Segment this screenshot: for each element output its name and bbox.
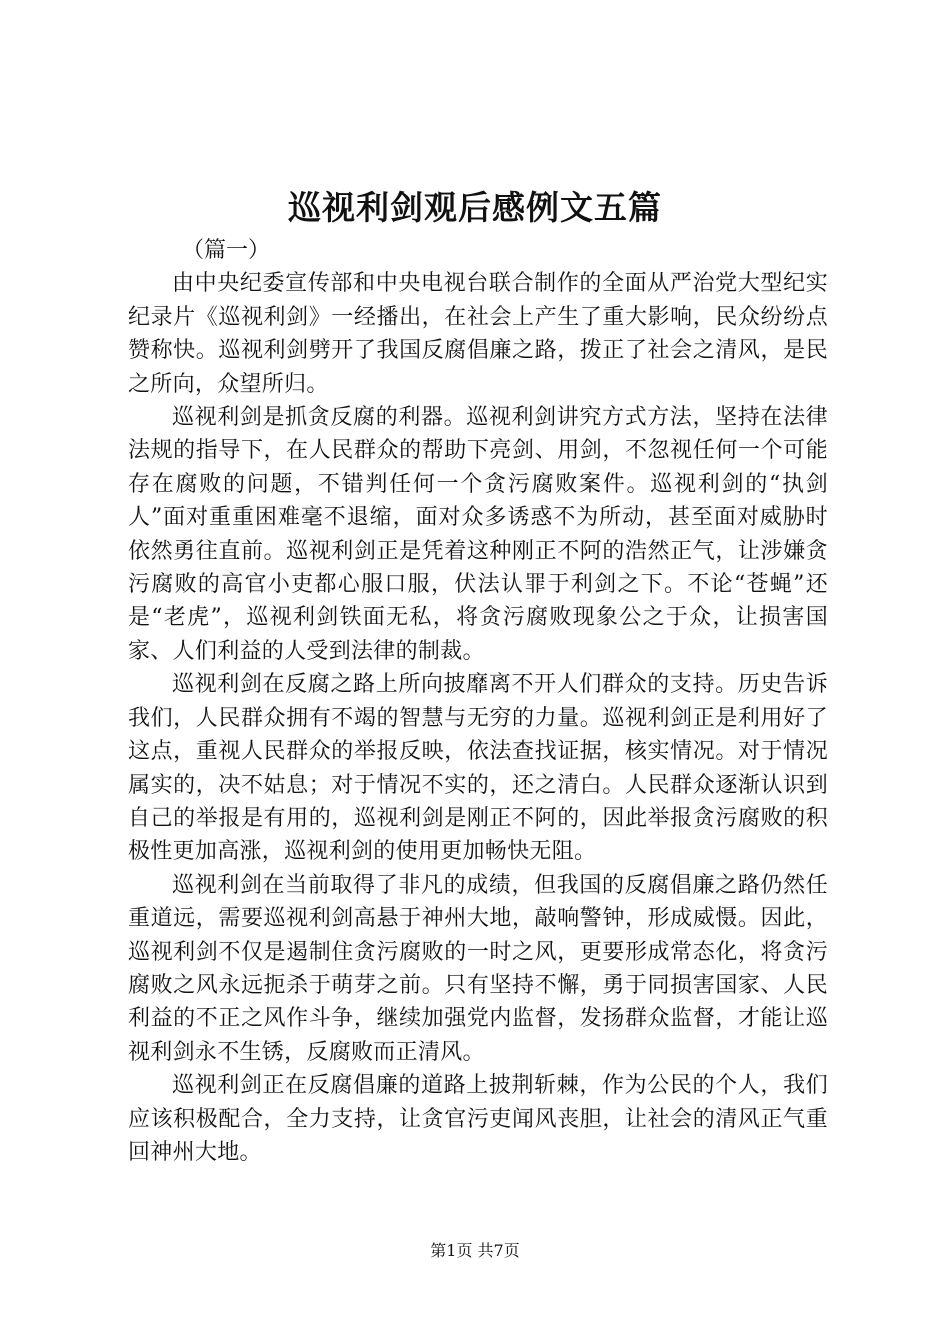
document-title: 巡视利剑观后感例文五篇 xyxy=(288,188,662,227)
paragraph-1: 由中央纪委宣传部和中央电视台联合制作的全面从严治党大型纪实纪录片《巡视利剑》一经播出，在社会上产生了重大影响，民众纷纷点赞称快。巡视利剑劈开了我国反腐倡廉之路，拨正了社会之清风，是民之所向，众望所归。 xyxy=(128,271,828,397)
section-label: （篇一） xyxy=(182,238,271,263)
document-body xyxy=(128,234,828,1169)
page-footer: 第1页 共7页 xyxy=(430,1241,520,1260)
paragraph-5: 巡视利剑正在反腐倡廉的道路上披荆斩棘，作为公民的个人，我们应该积极配合，全力支持，让贪官污吏闻风丧胆，让社会的清风正气重回神州大地。 xyxy=(128,1073,828,1165)
paragraph-3: 巡视利剑在反腐之路上所向披靡离不开人们群众的支持。历史告诉我们，人民群众拥有不竭的智慧与无穷的力量。巡视利剑正是利用好了这点，重视人民群众的举报反映，依法查找证据，核实情况。对于情况属实的，决不姑息；对于情况不实的，还之清白。人民群众逐渐认识到自己的举报是有用的，巡视利剑是刚正不阿的，因此举报贪污腐败的积极性更加高涨，巡视利剑的使用更加畅快无阻。 xyxy=(128,672,828,865)
paragraph-2: 巡视利剑是抓贪反腐的利器。巡视利剑讲究方式方法，坚持在法律法规的指导下，在人民群众的帮助下亮剑、用剑，不忽视任何一个可能存在腐败的问题，不错判任何一个贪污腐败案件。巡视利剑的“执剑人”面对重重困难毫不退缩，面对众多诱惑不为所动，甚至面对威胁时依然勇往直前。巡视利剑正是凭着这种刚正不阿的浩然正气，让涉嫌贪污腐败的高官小吏都心服口服，伏法认罪于利剑之下。不论“苍蝇”还是“老虎”，巡视利剑铁面无私，将贪污腐败现象公之于众，让损害国家、人们利益的人受到法律的制裁。 xyxy=(128,405,828,664)
paragraph-4: 巡视利剑在当前取得了非凡的成绩，但我国的反腐倡廉之路仍然任重道远，需要巡视利剑高悬于神州大地，敲响警钟，形成威慑。因此，巡视利剑不仅是遏制住贪污腐败的一时之风，更要形成常态化，将贪污腐败之风永远扼杀于萌芽之前。只有坚持不懈，勇于同损害国家、人民利益的不正之风作斗争，继续加强党内监督，发扬群众监督，才能让巡视利剑永不生锈，反腐败而正清风。 xyxy=(128,872,828,1065)
